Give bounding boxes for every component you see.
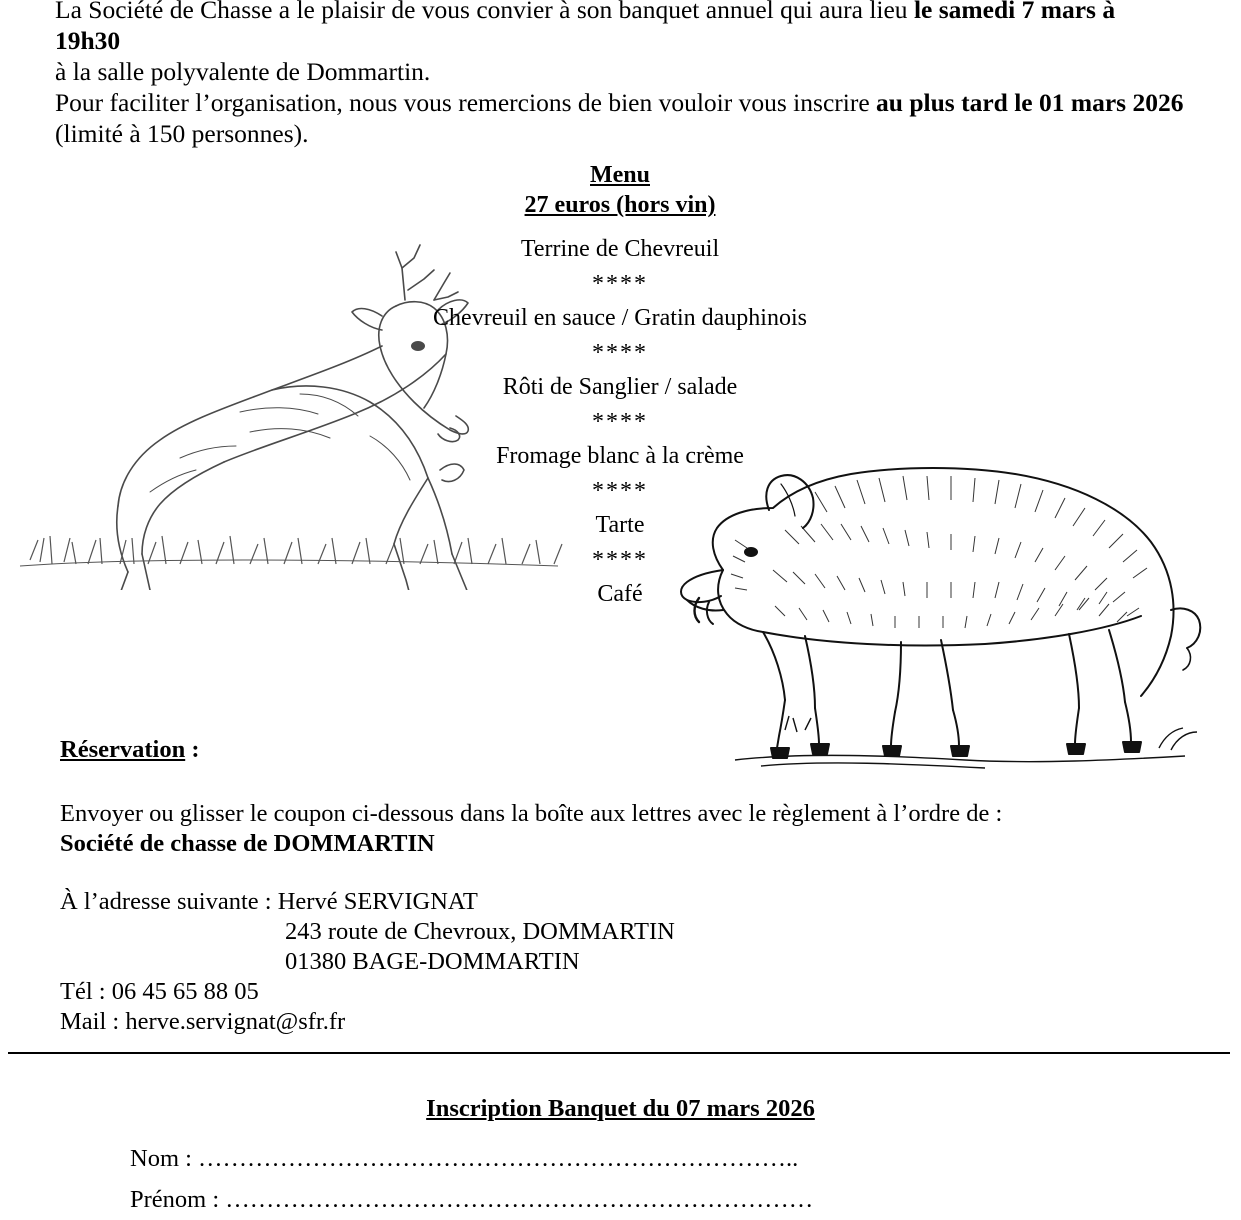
menu-item-0: Terrine de Chevreuil <box>520 236 720 262</box>
reservation-section <box>60 735 1110 1037</box>
reservation-title-suffix: : <box>185 736 200 763</box>
coupon-divider <box>8 1052 1230 1054</box>
intro-line-1-text: La Société de Chasse a le plaisir de vous convier à son banquet annuel qui aura lieu <box>55 0 914 24</box>
intro-line-3-text: Pour faciliter l’organisation, nous vous remercions de bien vouloir vous inscrire <box>55 88 877 117</box>
reservation-address-intro: À l’adresse suivante : Hervé SERVIGNAT <box>60 888 478 915</box>
reservation-spacer <box>60 859 1110 887</box>
menu-item-2: Rôti de Sanglier / salade <box>502 374 738 400</box>
reservation-address-line-2: 01380 BAGE-DOMMARTIN <box>285 948 580 975</box>
intro-line-3 <box>55 87 1185 118</box>
menu-separator-2: **** <box>592 408 648 435</box>
reservation-address-line-1: 243 route de Chevroux, DOMMARTIN <box>285 918 675 945</box>
reservation-instruction: Envoyer ou glisser le coupon ci-dessous dans la boîte aux lettres avec le règlement à l’ordre de : <box>60 800 1003 827</box>
menu-separator-3: **** <box>592 477 648 504</box>
coupon-field-prenom[interactable]: Prénom : ……………………………………………………………… <box>130 1186 814 1213</box>
coupon-field-nom[interactable]: Nom : ……………………………………………………………….. <box>130 1145 799 1172</box>
intro-line-1 <box>55 0 1185 56</box>
registration-deadline: au plus tard le 01 mars 2026 <box>876 88 1184 117</box>
banquet-date: le samedi 7 mars à 19h30 <box>55 0 1116 55</box>
menu-separator-0: **** <box>592 270 648 297</box>
menu-separator-4: **** <box>592 546 648 573</box>
menu-title: Menu <box>590 162 650 188</box>
menu-item-3: Fromage blanc à la crème <box>496 443 744 469</box>
wild-boar-illustration <box>665 430 1235 775</box>
menu-price: 27 euros (hors vin) <box>524 192 716 218</box>
intro-line-4: (limité à 150 personnes). <box>55 119 309 148</box>
reservation-title-text: Réservation <box>60 736 186 763</box>
coupon-fields <box>130 1138 1130 1220</box>
coupon-title: Inscription Banquet du 07 mars 2026 <box>426 1095 815 1122</box>
menu-item-5: Café <box>597 581 643 607</box>
reservation-title <box>60 735 1110 765</box>
menu-item-1: Chevreuil en sauce / Gratin dauphinois <box>433 305 807 331</box>
menu-item-4: Tarte <box>595 512 645 538</box>
reservation-phone: Tél : 06 45 65 88 05 <box>60 978 259 1005</box>
reservation-mail: Mail : herve.servignat@sfr.fr <box>60 1008 346 1035</box>
intro-paragraph <box>55 0 1185 149</box>
menu-separator-1: **** <box>592 339 648 366</box>
intro-line-2: à la salle polyvalente de Dommartin. <box>55 57 431 86</box>
reservation-payee: Société de chasse de DOMMARTIN <box>60 830 435 857</box>
